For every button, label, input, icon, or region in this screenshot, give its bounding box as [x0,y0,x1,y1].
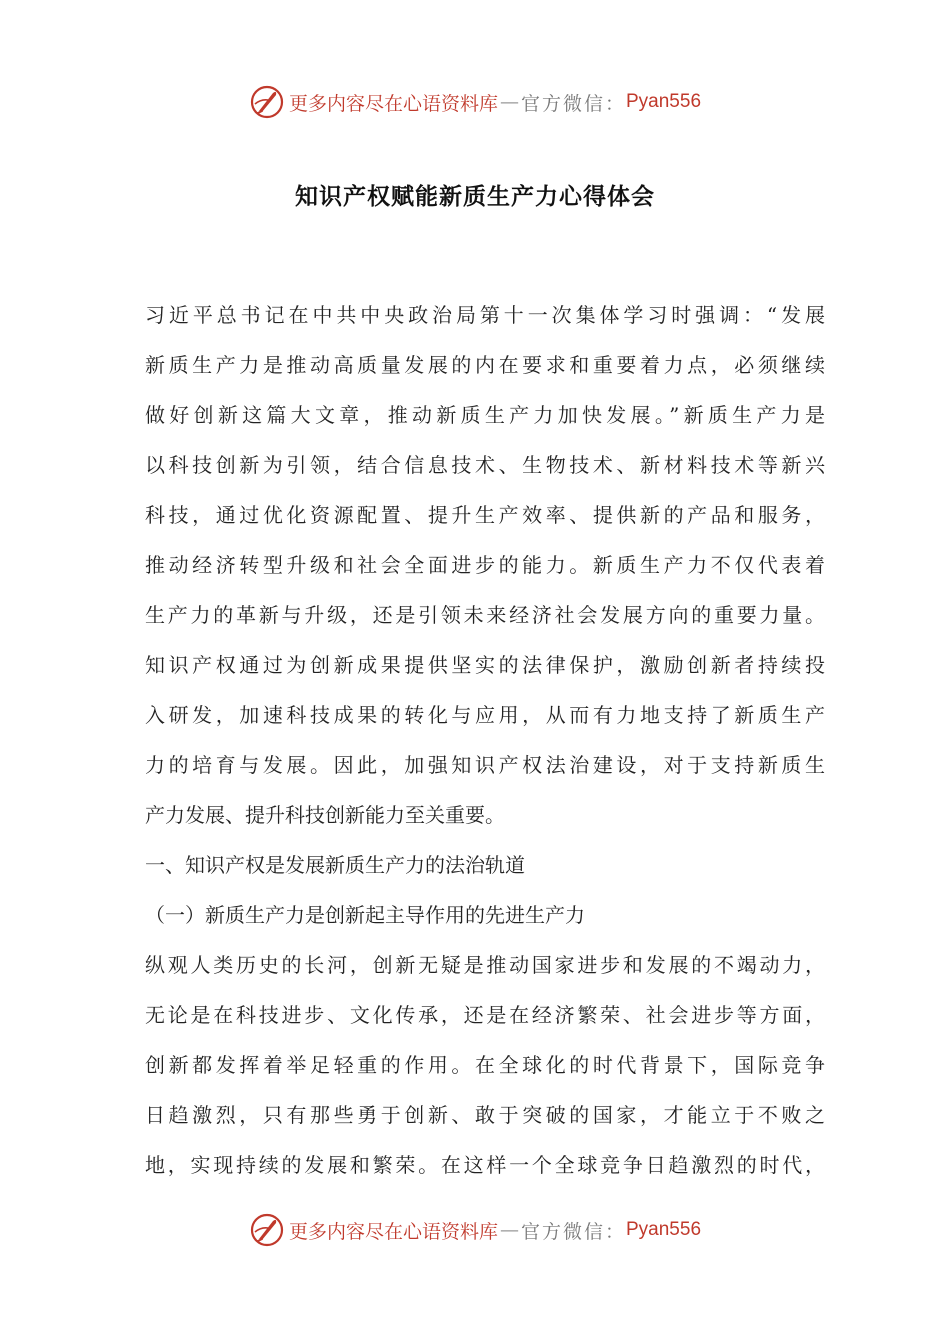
document-title: 知识产权赋能新质生产力心得体会 [295,184,655,210]
watermark-brand-text: 更多内容尽在心语资料库 [288,92,498,115]
watermark-wechat-label: 官方微信： [520,92,626,115]
watermark-wechat-label: 官方微信： [520,1220,626,1243]
quill-pen-logo-icon [249,1212,285,1248]
watermark-wechat-id: Pyan556 [626,1219,702,1240]
body-line: 力的培育与发展。因此，加强知识产权法治建设，对于支持新质生 [145,753,825,777]
body-line: 纵观人类历史的长河，创新无疑是推动国家进步和发展的不竭动力， [145,953,825,977]
header-watermark [0,82,950,122]
body-line: 日趋激烈，只有那些勇于创新、敢于突破的国家，才能立于不败之 [145,1103,825,1127]
watermark-wechat-id: Pyan556 [626,91,702,112]
quill-pen-logo-icon [249,84,285,120]
watermark-separator: — [499,91,519,113]
body-line: 新质生产力是推动高质量发展的内在要求和重要着力点，必须继续 [145,353,825,377]
body-line: 做好创新这篇大文章，推动新质生产力加快发展。”新质生产力是 [145,403,825,427]
watermark-brand-text: 更多内容尽在心语资料库 [288,1220,498,1243]
body-line: 习近平总书记在中共中央政治局第十一次集体学习时强调：“发展 [145,303,825,327]
body-line: 科技，通过优化资源配置、提升生产效率、提供新的产品和服务， [145,503,825,527]
body-line: 推动经济转型升级和社会全面进步的能力。新质生产力不仅代表着 [145,553,825,577]
section-heading: 一、知识产权是发展新质生产力的法治轨道 [145,853,525,877]
subsection-heading: （一）新质生产力是创新起主导作用的先进生产力 [145,903,585,927]
body-line: 以科技创新为引领，结合信息技术、生物技术、新材料技术等新兴 [145,453,825,477]
body-line: 创新都发挥着举足轻重的作用。在全球化的时代背景下，国际竞争 [145,1053,825,1077]
watermark-separator: — [499,1219,519,1241]
body-line: 生产力的革新与升级，还是引领未来经济社会发展方向的重要力量。 [145,603,825,627]
body-line: 地，实现持续的发展和繁荣。在这样一个全球竞争日趋激烈的时代， [145,1153,825,1177]
body-line: 知识产权通过为创新成果提供坚实的法律保护，激励创新者持续投 [145,653,825,677]
body-line: 产力发展、提升科技创新能力至关重要。 [145,803,505,827]
body-line: 入研发，加速科技成果的转化与应用，从而有力地支持了新质生产 [145,703,825,727]
document-body [145,290,825,1190]
body-line: 无论是在科技进步、文化传承，还是在经济繁荣、社会进步等方面， [145,1003,825,1027]
footer-watermark [0,1210,950,1250]
